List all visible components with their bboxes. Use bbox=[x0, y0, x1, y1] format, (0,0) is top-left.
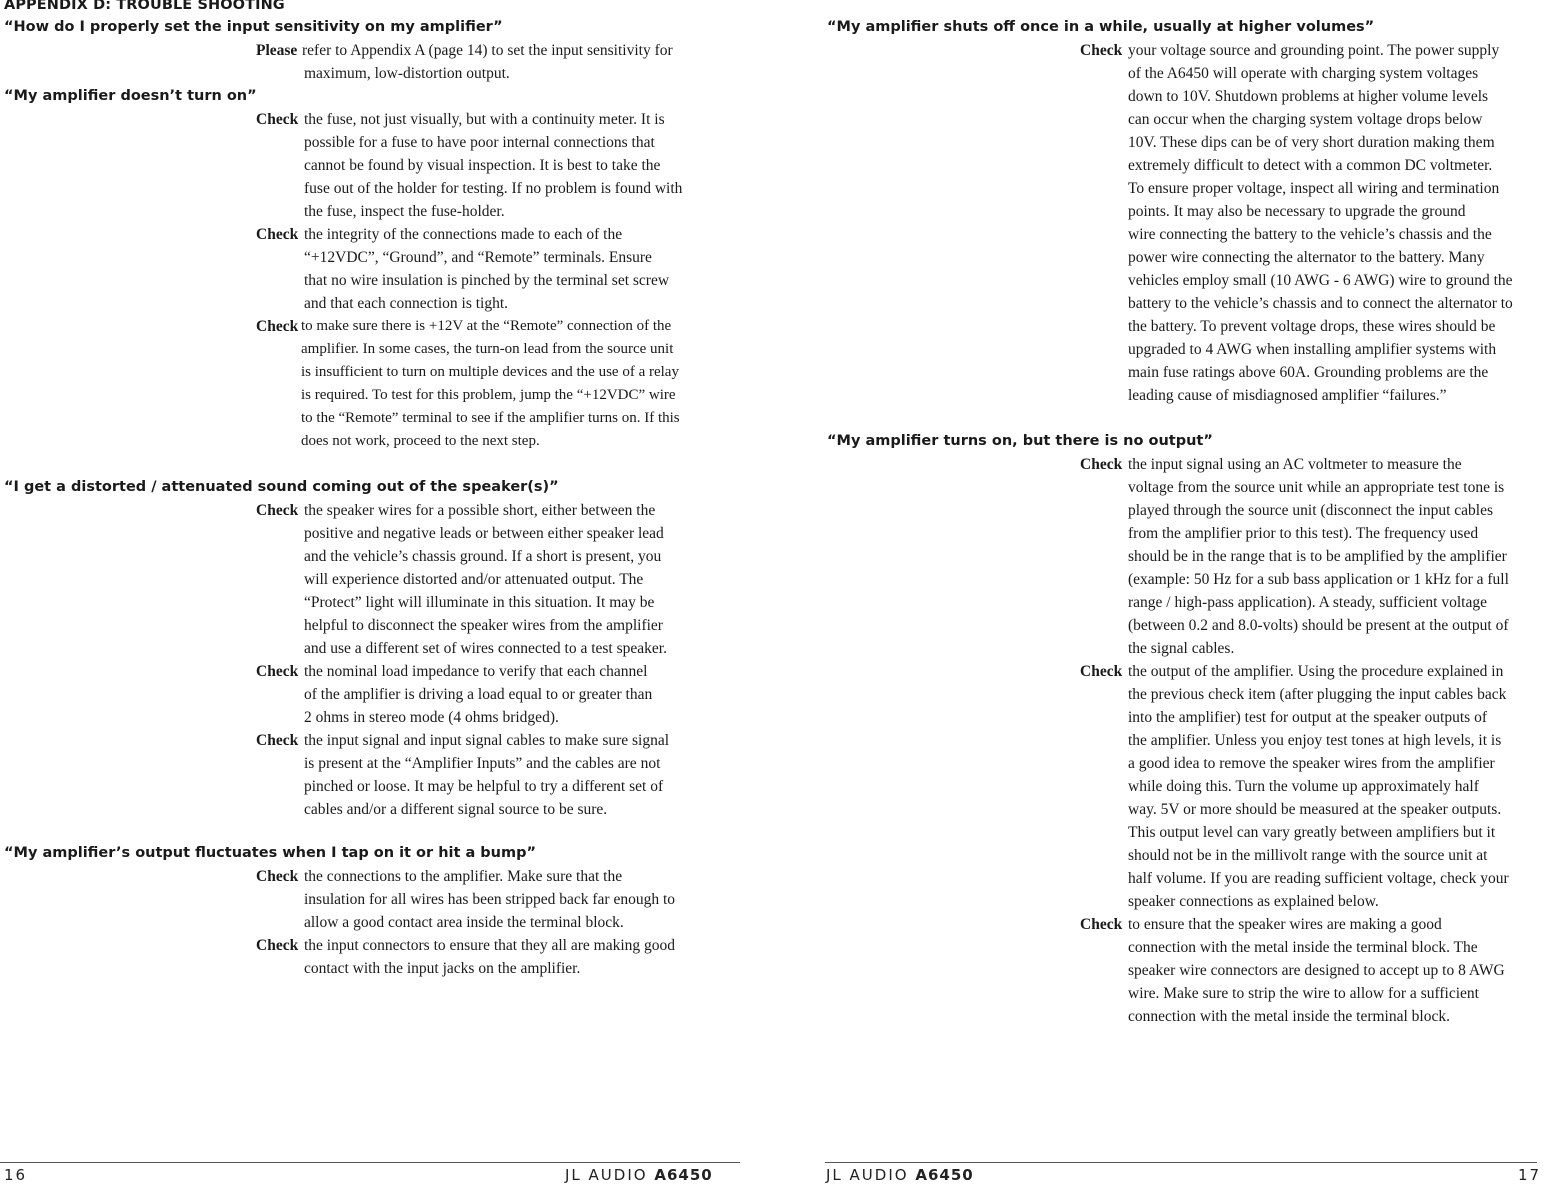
text-line: vehicles employ small (10 AWG - 6 AWG) wire to ground the bbox=[1128, 272, 1513, 289]
text-line: and use a different set of wires connected to a test speaker. bbox=[304, 640, 667, 657]
item-body bbox=[304, 108, 745, 223]
check-item bbox=[820, 453, 1540, 660]
item-lead: Check bbox=[256, 318, 299, 335]
check-item bbox=[0, 934, 745, 980]
item-lead: Check bbox=[256, 868, 299, 885]
text-line: will experience distorted and/or attenuated output. The bbox=[304, 571, 644, 588]
item-lead: Check bbox=[256, 111, 299, 128]
text-line: the input connectors to ensure that they all are making good bbox=[304, 937, 676, 954]
check-item bbox=[820, 660, 1540, 913]
question-heading: “My amplifier shuts off once in a while, usually at higher volumes” bbox=[827, 19, 1375, 35]
item-body bbox=[304, 223, 745, 315]
appendix-title: APPENDIX D: TROUBLE SHOOTING bbox=[4, 0, 285, 13]
text-line: the speaker wires for a possible short, either between the bbox=[304, 502, 656, 519]
item-body bbox=[304, 729, 745, 821]
text-line: voltage from the source unit while an appropriate test tone is bbox=[1128, 479, 1505, 496]
text-line: helpful to disconnect the speaker wires from the amplifier bbox=[304, 617, 663, 634]
model-name: A6450 bbox=[915, 1166, 974, 1184]
text-line: positive and negative leads or between either speaker lead bbox=[304, 525, 664, 542]
text-line: to the “Remote” terminal to see if the amplifier turns on. If this bbox=[301, 410, 680, 426]
text-line: “+12VDC”, “Ground”, and “Remote” terminals. Ensure bbox=[304, 249, 652, 266]
item-lead: Check bbox=[256, 502, 299, 519]
section-no-output bbox=[820, 430, 1540, 1028]
text-line: half volume. If you are reading sufficient voltage, check your bbox=[1128, 870, 1509, 887]
text-line: the output of the amplifier. Using the procedure explained in bbox=[1128, 663, 1504, 680]
item-body bbox=[304, 934, 745, 980]
text-line: insulation for all wires has been stripped back far enough to bbox=[304, 891, 676, 908]
text-line: leading cause of misdiagnosed amplifier “failures.” bbox=[1128, 387, 1447, 404]
section-output-fluctuates bbox=[0, 842, 745, 980]
text-line: into the amplifier) test for output at the speaker outputs of bbox=[1128, 709, 1487, 726]
text-line: “Protect” light will illuminate in this situation. It may be bbox=[304, 594, 655, 611]
check-item bbox=[0, 223, 745, 315]
text-line: of the A6450 will operate with charging system voltages bbox=[1128, 65, 1479, 82]
check-item bbox=[0, 660, 745, 729]
text-line: should be in the range that is to be amplified by the amplifier bbox=[1128, 548, 1507, 565]
text-line: to make sure there is +12V at the “Remote” connection of the bbox=[301, 318, 672, 334]
text-line: range / high-pass application). A steady, sufficient voltage bbox=[1128, 594, 1487, 611]
model-name: A6450 bbox=[654, 1166, 713, 1184]
text-line: points. It may also be necessary to upgrade the ground bbox=[1128, 203, 1466, 220]
text-line: the connections to the amplifier. Make sure that the bbox=[304, 868, 623, 885]
text-line: cannot be found by visual inspection. It is best to take the bbox=[304, 157, 661, 174]
text-line: upgraded to 4 AWG when installing amplifier systems with bbox=[1128, 341, 1497, 358]
text-line: should not be in the millivolt range with the source unit at bbox=[1128, 847, 1488, 864]
question-heading: “I get a distorted / attenuated sound coming out of the speaker(s)” bbox=[4, 479, 559, 495]
check-item bbox=[820, 913, 1540, 1028]
text-line: way. 5V or more should be measured at the speaker outputs. bbox=[1128, 801, 1502, 818]
text-line: the amplifier. Unless you enjoy test tones at high levels, it is bbox=[1128, 732, 1502, 749]
text-line: connection with the metal inside the terminal block. bbox=[1128, 1008, 1450, 1025]
text-line: the integrity of the connections made to each of the bbox=[304, 226, 623, 243]
text-line: speaker wire connectors are designed to accept up to 8 AWG bbox=[1128, 962, 1505, 979]
check-item bbox=[0, 315, 745, 453]
page-number-right: 17 bbox=[1518, 1166, 1542, 1184]
text-line: possible for a fuse to have poor internal connections that bbox=[304, 134, 655, 151]
text-line: a good idea to remove the speaker wires from the amplifier bbox=[1128, 755, 1495, 772]
text-line: to ensure that the speaker wires are making a good bbox=[1128, 916, 1442, 933]
text-line: while doing this. Turn the volume up approximately half bbox=[1128, 778, 1479, 795]
item-body bbox=[301, 315, 745, 453]
page-number-left: 16 bbox=[4, 1166, 28, 1184]
footer-brand-right bbox=[826, 1166, 974, 1184]
text-line: amplifier. In some cases, the turn-on lead from the source unit bbox=[301, 341, 674, 357]
item-lead: Check bbox=[1080, 916, 1123, 933]
text-line: the battery. To prevent voltage drops, these wires should be bbox=[1128, 318, 1496, 335]
section-amp-no-turn-on bbox=[0, 85, 745, 453]
text-line: fuse out of the holder for testing. If no problem is found with bbox=[304, 180, 683, 197]
text-line: the previous check item (after plugging the input cables back bbox=[1128, 686, 1507, 703]
item-lead: Check bbox=[1080, 663, 1123, 680]
text-line: that no wire insulation is pinched by the terminal set screw bbox=[304, 272, 670, 289]
text-line: speaker connections as explained below. bbox=[1128, 893, 1379, 910]
item-lead: Check bbox=[1080, 42, 1123, 59]
text-line: the input signal using an AC voltmeter to measure the bbox=[1128, 456, 1462, 473]
text-line: is required. To test for this problem, jump the “+12VDC” wire bbox=[301, 387, 676, 403]
text-line: played through the source unit (disconnect the input cables bbox=[1128, 502, 1494, 519]
right-page bbox=[820, 0, 1540, 1182]
item-body bbox=[304, 39, 745, 85]
text-line: wire connecting the battery to the vehicle’s chassis and the bbox=[1128, 226, 1492, 243]
check-item bbox=[0, 39, 745, 85]
text-line: the signal cables. bbox=[1128, 640, 1235, 657]
check-item bbox=[0, 865, 745, 934]
footer-divider-right bbox=[825, 1162, 1537, 1163]
text-line: 2 ohms in stereo mode (4 ohms bridged). bbox=[304, 709, 559, 726]
item-body bbox=[1128, 39, 1540, 407]
section-input-sensitivity bbox=[0, 16, 745, 85]
item-lead: Please bbox=[256, 42, 298, 59]
text-line: To ensure proper voltage, inspect all wiring and termination bbox=[1128, 180, 1500, 197]
question-heading: “My amplifier doesn’t turn on” bbox=[4, 88, 257, 104]
check-item bbox=[0, 729, 745, 821]
brand-name: JL AUDIO bbox=[826, 1166, 909, 1184]
item-lead: Check bbox=[1080, 456, 1123, 473]
question-heading: “My amplifier turns on, but there is no output” bbox=[827, 433, 1213, 449]
text-line: does not work, proceed to the next step. bbox=[301, 433, 540, 449]
text-line: 10V. These dips can be of very short duration making them bbox=[1128, 134, 1495, 151]
text-line: battery to the vehicle’s chassis and to connect the alternator to bbox=[1128, 295, 1513, 312]
section-distorted-sound bbox=[0, 476, 745, 821]
text-line: cables and/or a different signal source to be sure. bbox=[304, 801, 608, 818]
text-line: and that each connection is tight. bbox=[304, 295, 509, 312]
item-body bbox=[1128, 913, 1540, 1028]
text-line: This output level can vary greatly between amplifiers but it bbox=[1128, 824, 1496, 841]
text-line: the fuse, inspect the fuse-holder. bbox=[304, 203, 505, 220]
text-line: your voltage source and grounding point. The power supply bbox=[1128, 42, 1500, 59]
text-line: the nominal load impedance to verify that each channel bbox=[304, 663, 648, 680]
footer-brand-left bbox=[565, 1166, 713, 1184]
question-heading: “How do I properly set the input sensitivity on my amplifier” bbox=[4, 19, 503, 35]
item-lead: Check bbox=[256, 226, 299, 243]
brand-name: JL AUDIO bbox=[565, 1166, 648, 1184]
text-line: down to 10V. Shutdown problems at higher volume levels bbox=[1128, 88, 1489, 105]
item-body bbox=[304, 865, 745, 934]
item-lead: Check bbox=[256, 732, 299, 749]
text-line: main fuse ratings above 60A. Grounding problems are the bbox=[1128, 364, 1489, 381]
item-body bbox=[1128, 453, 1540, 660]
text-line: maximum, low-distortion output. bbox=[304, 65, 510, 82]
section-amp-shuts-off bbox=[820, 16, 1540, 407]
text-line: connection with the metal inside the terminal block. The bbox=[1128, 939, 1478, 956]
text-line: (example: 50 Hz for a sub bass application or 1 kHz for a full bbox=[1128, 571, 1509, 588]
text-line: the fuse, not just visually, but with a continuity meter. It is bbox=[304, 111, 665, 128]
item-body bbox=[304, 499, 745, 660]
text-line: extremely difficult to detect with a common DC voltmeter. bbox=[1128, 157, 1493, 174]
text-line: power wire connecting the alternator to the battery. Many bbox=[1128, 249, 1485, 266]
item-body bbox=[1128, 660, 1540, 913]
text-line: wire. Make sure to strip the wire to allow for a sufficient bbox=[1128, 985, 1479, 1002]
text-line: from the amplifier prior to this test). The frequency used bbox=[1128, 525, 1479, 542]
item-lead: Check bbox=[256, 937, 299, 954]
text-line: can occur when the charging system voltage drops below bbox=[1128, 111, 1483, 128]
text-line: and the vehicle’s chassis ground. If a short is present, you bbox=[304, 548, 662, 565]
check-item bbox=[820, 39, 1540, 407]
text-line: allow a good contact area inside the terminal block. bbox=[304, 914, 624, 931]
check-item bbox=[0, 499, 745, 660]
text-line: of the amplifier is driving a load equal to or greater than bbox=[304, 686, 653, 703]
text-line: is present at the “Amplifier Inputs” and the cables are not bbox=[304, 755, 661, 772]
footer-divider-left bbox=[0, 1162, 740, 1163]
item-lead: Check bbox=[256, 663, 299, 680]
text-line: refer to Appendix A (page 14) to set the input sensitivity for bbox=[302, 42, 673, 59]
text-line: pinched or loose. It may be helpful to try a different set of bbox=[304, 778, 664, 795]
text-line: is insufficient to turn on multiple devices and the use of a relay bbox=[301, 364, 679, 380]
question-heading: “My amplifier’s output fluctuates when I tap on it or hit a bump” bbox=[4, 845, 537, 861]
text-line: (between 0.2 and 8.0-volts) should be present at the output of bbox=[1128, 617, 1509, 634]
check-item bbox=[0, 108, 745, 223]
left-page bbox=[0, 0, 745, 1182]
text-line: contact with the input jacks on the amplifier. bbox=[304, 960, 581, 977]
item-body bbox=[304, 660, 745, 729]
text-line: the input signal and input signal cables to make sure signal bbox=[304, 732, 670, 749]
